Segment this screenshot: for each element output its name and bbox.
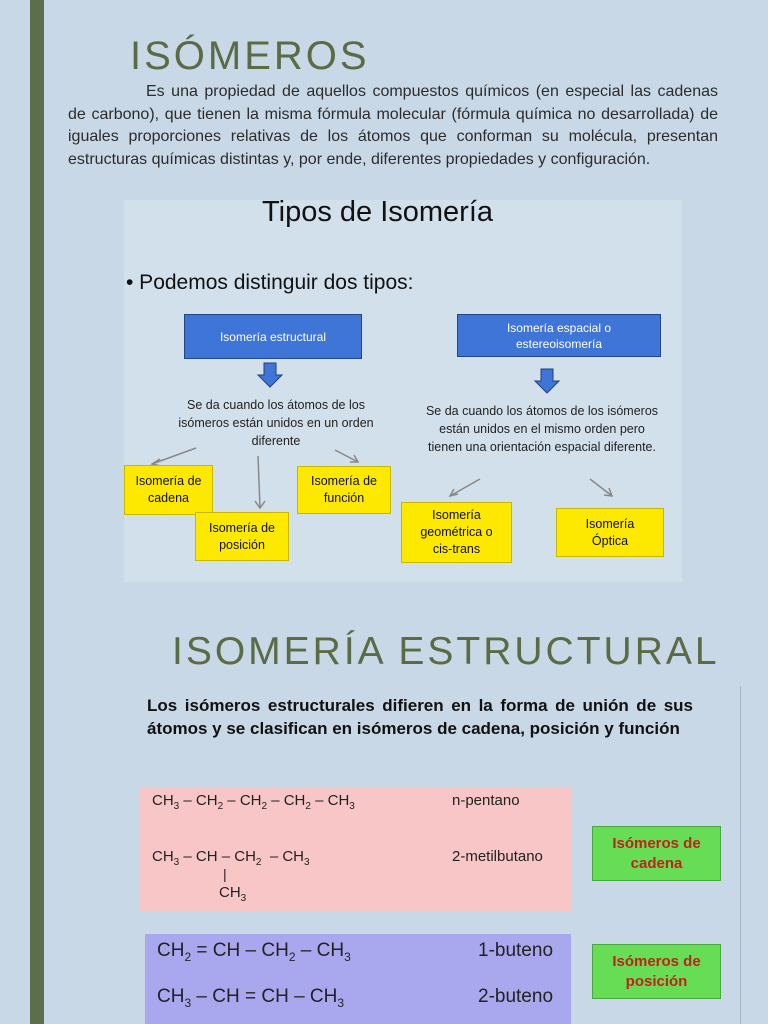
structural-paragraph: Los isómeros estructurales difieren en la forma de unión de sus átomos y se clasifican en isómeros de cadena, posición y función bbox=[147, 696, 693, 738]
diagram-bullet: • Podemos distinguir dos tipos: bbox=[126, 271, 414, 294]
buteno2-name: 2-buteno bbox=[478, 986, 554, 1007]
methyl-group: $CH_3$ bbox=[219, 884, 247, 904]
divider-line bbox=[740, 686, 741, 1024]
diagram-title: Tipos de Isomería bbox=[262, 196, 494, 228]
pentano-name: n-pentano bbox=[452, 792, 520, 809]
structural-isomerism-box: Isomería estructural bbox=[184, 314, 362, 359]
metilbutano-name: 2-metilbutano bbox=[452, 848, 543, 865]
chain-isomerism-box: Isomería de cadena bbox=[124, 465, 213, 515]
spatial-description: Se da cuando los átomos de los isómeros están unidos en el mismo orden pero tienen una orientación espacial diferente. bbox=[425, 404, 659, 454]
pentano-formula: $CH_3 - CH_2 - CH_2 - CH_2 - CH_3$ bbox=[152, 792, 355, 812]
position-isomers-label: Isómeros de posición bbox=[592, 944, 721, 999]
structural-description: Se da cuando los átomos de los isómeros están unidos en un orden diferente bbox=[178, 398, 374, 448]
spatial-isomerism-box: Isomería espacial o estereoisomería bbox=[457, 314, 661, 357]
chain-isomers-label: Isómeros de cadena bbox=[592, 826, 721, 881]
section-title: ISOMERÍA ESTRUCTURAL bbox=[172, 630, 720, 673]
page-title: ISÓMEROS bbox=[130, 34, 370, 78]
function-isomerism-box: Isomería de función bbox=[297, 466, 391, 514]
geometric-isomerism-box: Isomería geométrica o cis-trans bbox=[401, 502, 512, 563]
buteno1-formula: $CH_2$ = CH – $CH_2 - CH_3$ bbox=[157, 940, 351, 964]
intro-paragraph: Es una propiedad de aquellos compuestos químicos (en especial las cadenas de carbono), que tienen la misma fórmula molecular (fórmula química no desarrollada) de iguales proporciones relativas de los átomos que conforman su molécula, presentan estructuras químicas distintas y, por ende, diferentes propiedades y configuración. bbox=[68, 83, 718, 168]
methyl-bond: | bbox=[223, 866, 227, 882]
position-isomerism-box: Isomería de posición bbox=[195, 512, 289, 561]
left-accent-bar bbox=[30, 0, 44, 1024]
buteno1-name: 1-buteno bbox=[478, 940, 554, 961]
metilbutano-formula: $CH_3$ – CH – $CH_2 - CH_3$ bbox=[152, 848, 310, 868]
buteno2-formula: $CH_3$ – CH = CH – $CH_3$ bbox=[157, 986, 345, 1010]
optical-isomerism-box: Isomería Óptica bbox=[556, 508, 664, 557]
